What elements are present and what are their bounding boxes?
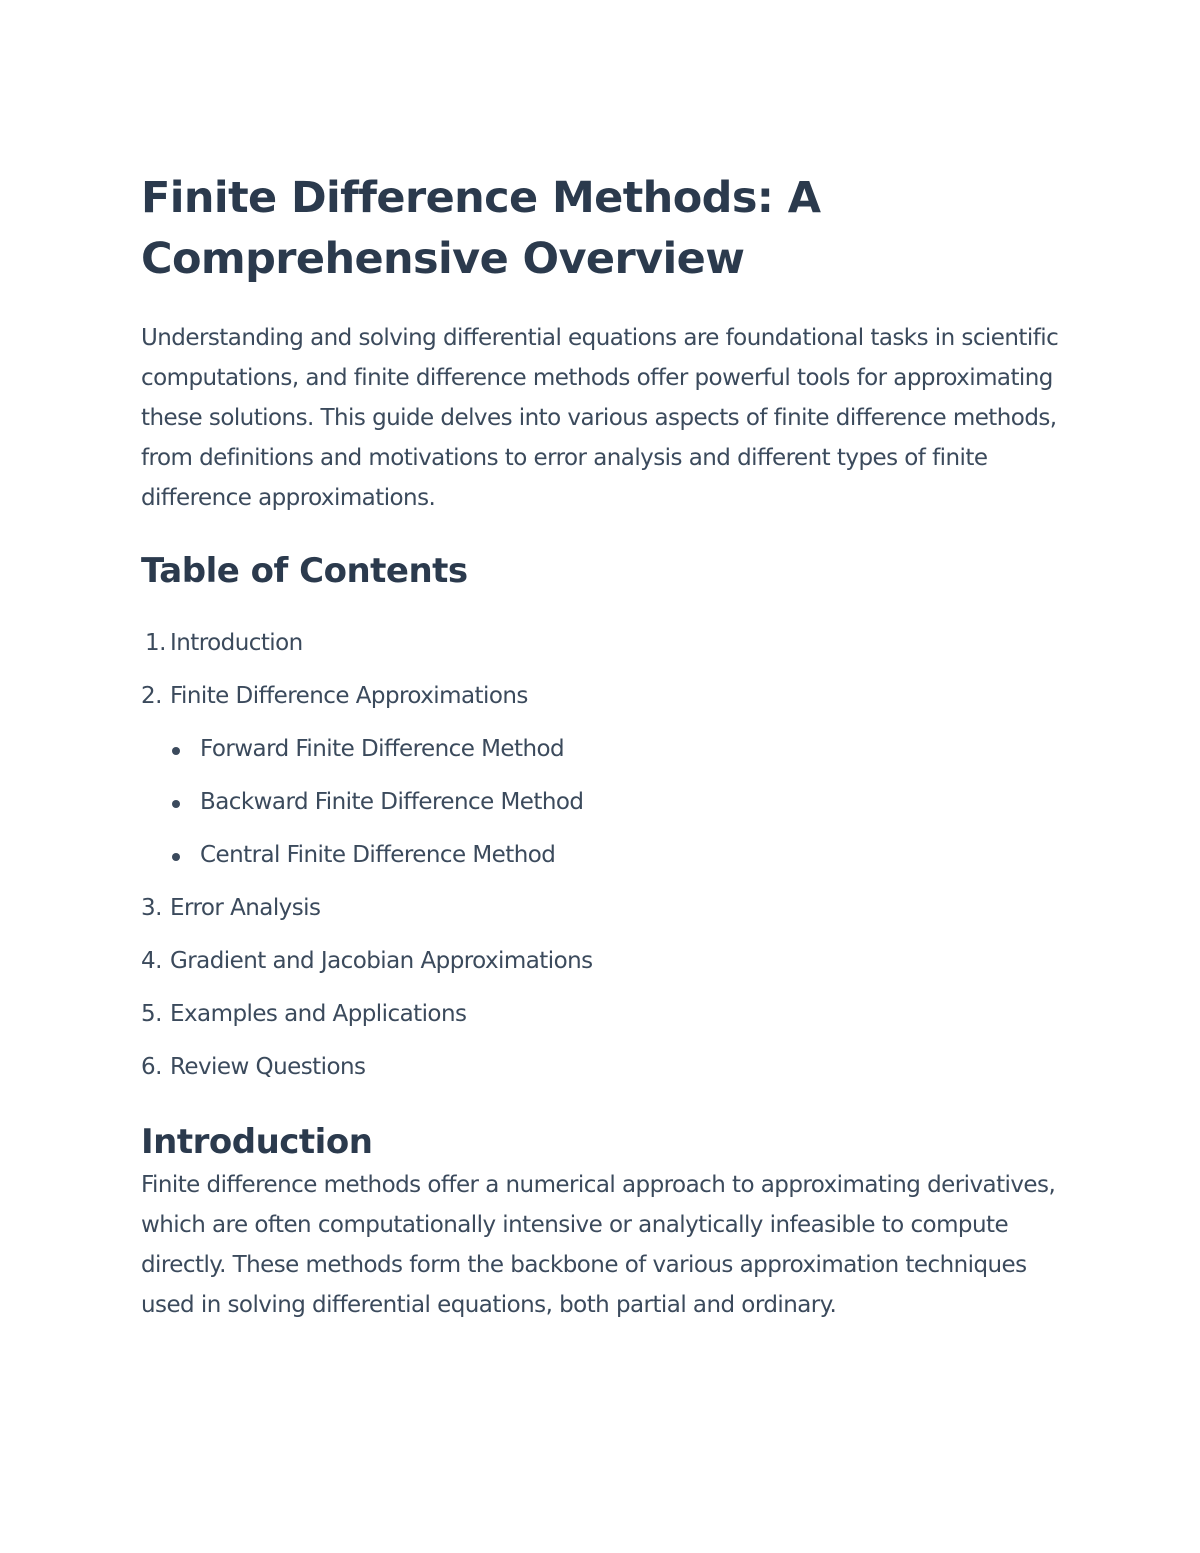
toc-item-gradient-jacobian [141, 935, 1061, 988]
toc-item-review-questions [141, 1041, 1061, 1094]
document-page [141, 168, 1061, 1325]
toc-number: 3. [141, 895, 162, 921]
toc-subitem-backward [141, 776, 1061, 829]
toc-label: Gradient and Jacobian Approximations [170, 948, 593, 974]
toc-label: Finite Difference Approximations [170, 683, 528, 709]
introduction-heading: Introduction [141, 1122, 373, 1162]
toc-subitem-central [141, 829, 1061, 882]
toc-sublabel: Central Finite Difference Method [200, 842, 556, 868]
toc-label: Review Questions [170, 1054, 366, 1080]
toc-sublabel: Backward Finite Difference Method [200, 789, 584, 815]
bullet-icon [172, 747, 180, 755]
toc-item-error-analysis [141, 882, 1061, 935]
introduction-body: Finite difference methods offer a numerical approach to approximating derivatives, which are often computationally intensive or analytically infeasible to compute directly. These methods form the backbone of various approximation techniques used in solving differential equations, both partial and ordinary. [141, 1172, 1056, 1318]
toc-number: 6. [141, 1054, 162, 1080]
toc-number: 2. [141, 683, 162, 709]
table-of-contents [141, 617, 1061, 1094]
toc-number: 4. [141, 948, 162, 974]
toc-sublist [141, 723, 1061, 882]
toc-item-finite-difference-approximations [141, 670, 1061, 882]
page-title: Finite Difference Methods: A Comprehensive Overview [141, 173, 821, 284]
intro-paragraph: Understanding and solving differential equations are foundational tasks in scientific computations, and finite difference methods offer powerful tools for approximating these solutions. This guide delves into various aspects of finite difference methods, from definitions and motivations to error analysis and different types of finite difference approximations. [141, 325, 1059, 511]
toc-label: Introduction [170, 630, 303, 656]
toc-heading: Table of Contents [141, 551, 468, 591]
toc-label: Examples and Applications [170, 1001, 467, 1027]
toc-item-introduction [141, 617, 1061, 670]
toc-sublabel: Forward Finite Difference Method [200, 736, 565, 762]
bullet-icon [172, 853, 180, 861]
toc-item-examples [141, 988, 1061, 1041]
toc-number: 5. [141, 1001, 162, 1027]
bullet-icon [172, 800, 180, 808]
toc-label: Error Analysis [170, 895, 321, 921]
toc-subitem-forward [141, 723, 1061, 776]
toc-number: 1. [145, 630, 166, 656]
